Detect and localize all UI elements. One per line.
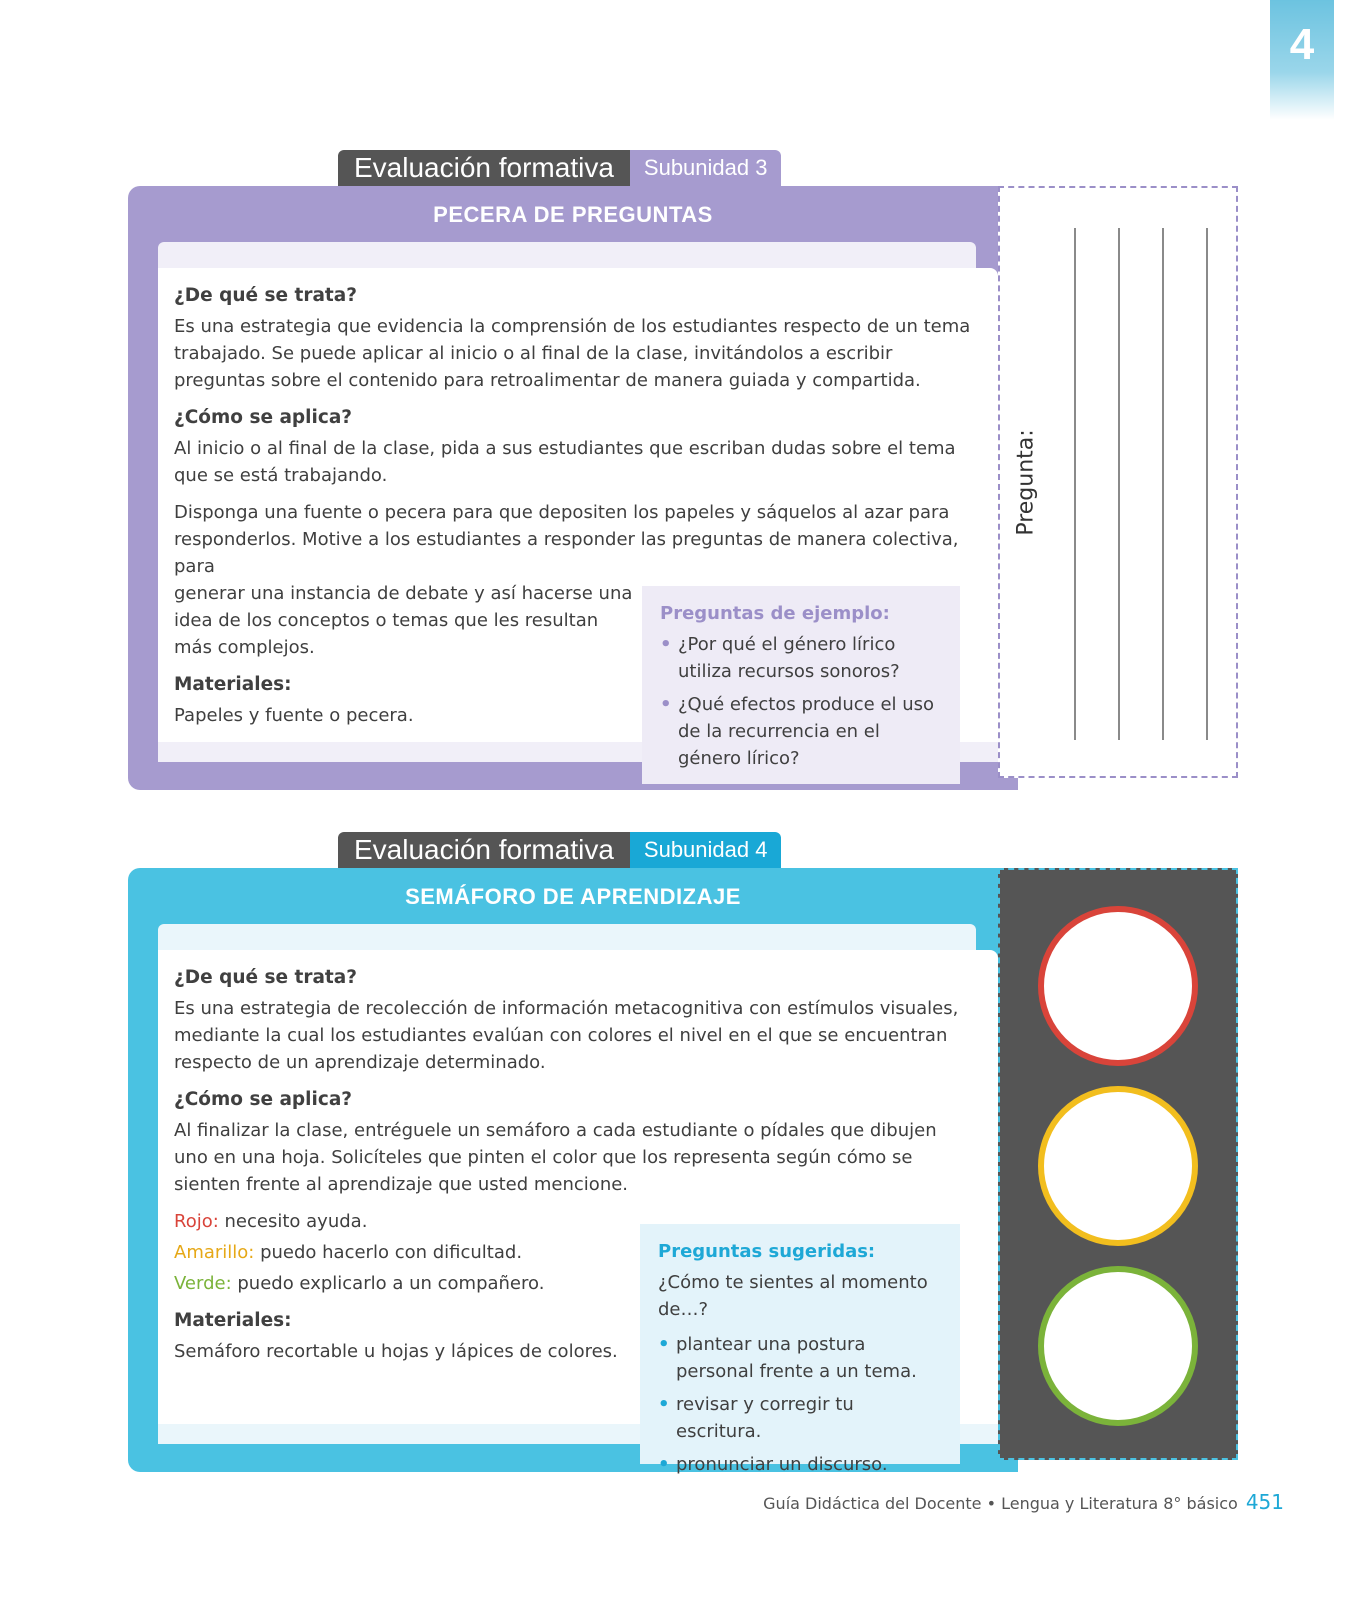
what-is-it-heading: ¿De qué se trata? — [174, 967, 357, 988]
list-item: • revisar y corregir tu escritura. — [658, 1391, 942, 1445]
instructions-continued: generar una instancia de debate y así hacerse una idea de los conceptos o temas que les resultan más complejos. — [174, 583, 633, 658]
materials-heading: Materiales: — [174, 1310, 292, 1331]
green-text: puedo explicarlo a un compañero. — [231, 1273, 545, 1294]
subunit-label: Subunidad 3 — [630, 150, 782, 186]
materials-text: Papeles y fuente o pecera. — [174, 705, 414, 726]
writing-line — [1118, 228, 1120, 740]
activity-panel — [128, 868, 1018, 1475]
section-title-tab — [338, 150, 781, 186]
example-questions-box — [642, 586, 960, 784]
how-to-apply-heading: ¿Cómo se aplica? — [174, 1089, 353, 1110]
red-label: Rojo: — [174, 1211, 219, 1232]
activity-heading: PECERA DE PREGUNTAS — [433, 202, 713, 227]
question-slip-label: Pregunta: — [1013, 428, 1039, 536]
list-item: • ¿Qué efectos produce el uso de la recurrencia en el género lírico? — [660, 691, 942, 772]
section-title: Evaluación formativa — [338, 150, 630, 186]
example-questions-title: Preguntas de ejemplo: — [660, 603, 890, 624]
how-to-apply-text: Al inicio o al final de la clase, pida a sus estudiantes que escriban dudas sobre el tema que se está trabajando. — [174, 438, 956, 486]
green-light — [1038, 1266, 1198, 1426]
footer-text: Guía Didáctica del Docente • Lengua y Literatura 8° básico — [763, 1494, 1238, 1513]
section-semaforo — [128, 832, 1258, 1475]
activity-panel — [128, 186, 1018, 790]
suggested-questions-title: Preguntas sugeridas: — [658, 1241, 876, 1262]
list-item: • pronunciar un discurso. — [658, 1451, 942, 1478]
unit-number-tab — [1270, 0, 1334, 120]
instructions-text: Disponga una fuente o pecera para que depositen los papeles y sáquelos al azar para responderlos. Motive a los estudiantes a responder las preguntas de manera colectiva, para — [174, 502, 959, 577]
amber-light — [1038, 1086, 1198, 1246]
red-light — [1038, 906, 1198, 1066]
what-is-it-text: Es una estrategia que evidencia la comprensión de los estudiantes respecto de un tema trabajado. Se puede aplicar al inicio o al final de la clase, invitándolos a escribir preguntas sobre el contenido para retroalimentar de manera guiada y compartida. — [174, 316, 971, 391]
suggested-questions-list — [658, 1331, 942, 1478]
suggested-questions-box — [640, 1224, 960, 1475]
amber-label: Amarillo: — [174, 1242, 255, 1263]
what-is-it-text: Es una estrategia de recolección de información metacognitiva con estímulos visuales, mediante la cual los estudiantes evalúan con colores el nivel en el que se encuentran respecto de un aprendizaje determinado. — [174, 998, 959, 1073]
writing-line — [1206, 228, 1208, 740]
activity-heading: SEMÁFORO DE APRENDIZAJE — [405, 884, 741, 909]
question-slip — [998, 186, 1238, 778]
subunit-label: Subunidad 4 — [630, 832, 782, 868]
materials-heading: Materiales: — [174, 674, 292, 695]
list-item: • plantear una postura personal frente a un tema. — [658, 1331, 942, 1385]
writing-line — [1162, 228, 1164, 740]
card-tab-strip — [158, 242, 976, 268]
red-text: necesito ayuda. — [218, 1211, 368, 1232]
writing-line — [1074, 228, 1076, 740]
how-to-apply-text: Al finalizar la clase, entréguele un semáforo a cada estudiante o pídales que dibujen uno en una hoja. Solicíteles que pinten el color que los representa según cómo se sienten frente al aprendizaje que usted mencione. — [174, 1120, 937, 1195]
unit-number: 4 — [1289, 20, 1315, 69]
suggested-questions-intro: ¿Cómo te sientes al momento de…? — [658, 1272, 928, 1320]
green-label: Verde: — [174, 1273, 232, 1294]
section-title: Evaluación formativa — [338, 832, 630, 868]
section-title-tab — [338, 832, 781, 868]
what-is-it-heading: ¿De qué se trata? — [174, 285, 357, 306]
example-questions-list — [660, 631, 942, 772]
section-pecera — [128, 150, 1258, 790]
amber-text: puedo hacerlo con dificultad. — [254, 1242, 523, 1263]
page-number: 451 — [1245, 1490, 1284, 1514]
how-to-apply-heading: ¿Cómo se aplica? — [174, 407, 353, 428]
card-tab-strip — [158, 924, 976, 950]
traffic-light — [998, 868, 1238, 1460]
list-item: • ¿Por qué el género lírico utiliza recursos sonoros? — [660, 631, 942, 685]
page-footer — [763, 1490, 1284, 1514]
materials-text: Semáforo recortable u hojas y lápices de colores. — [174, 1341, 618, 1362]
